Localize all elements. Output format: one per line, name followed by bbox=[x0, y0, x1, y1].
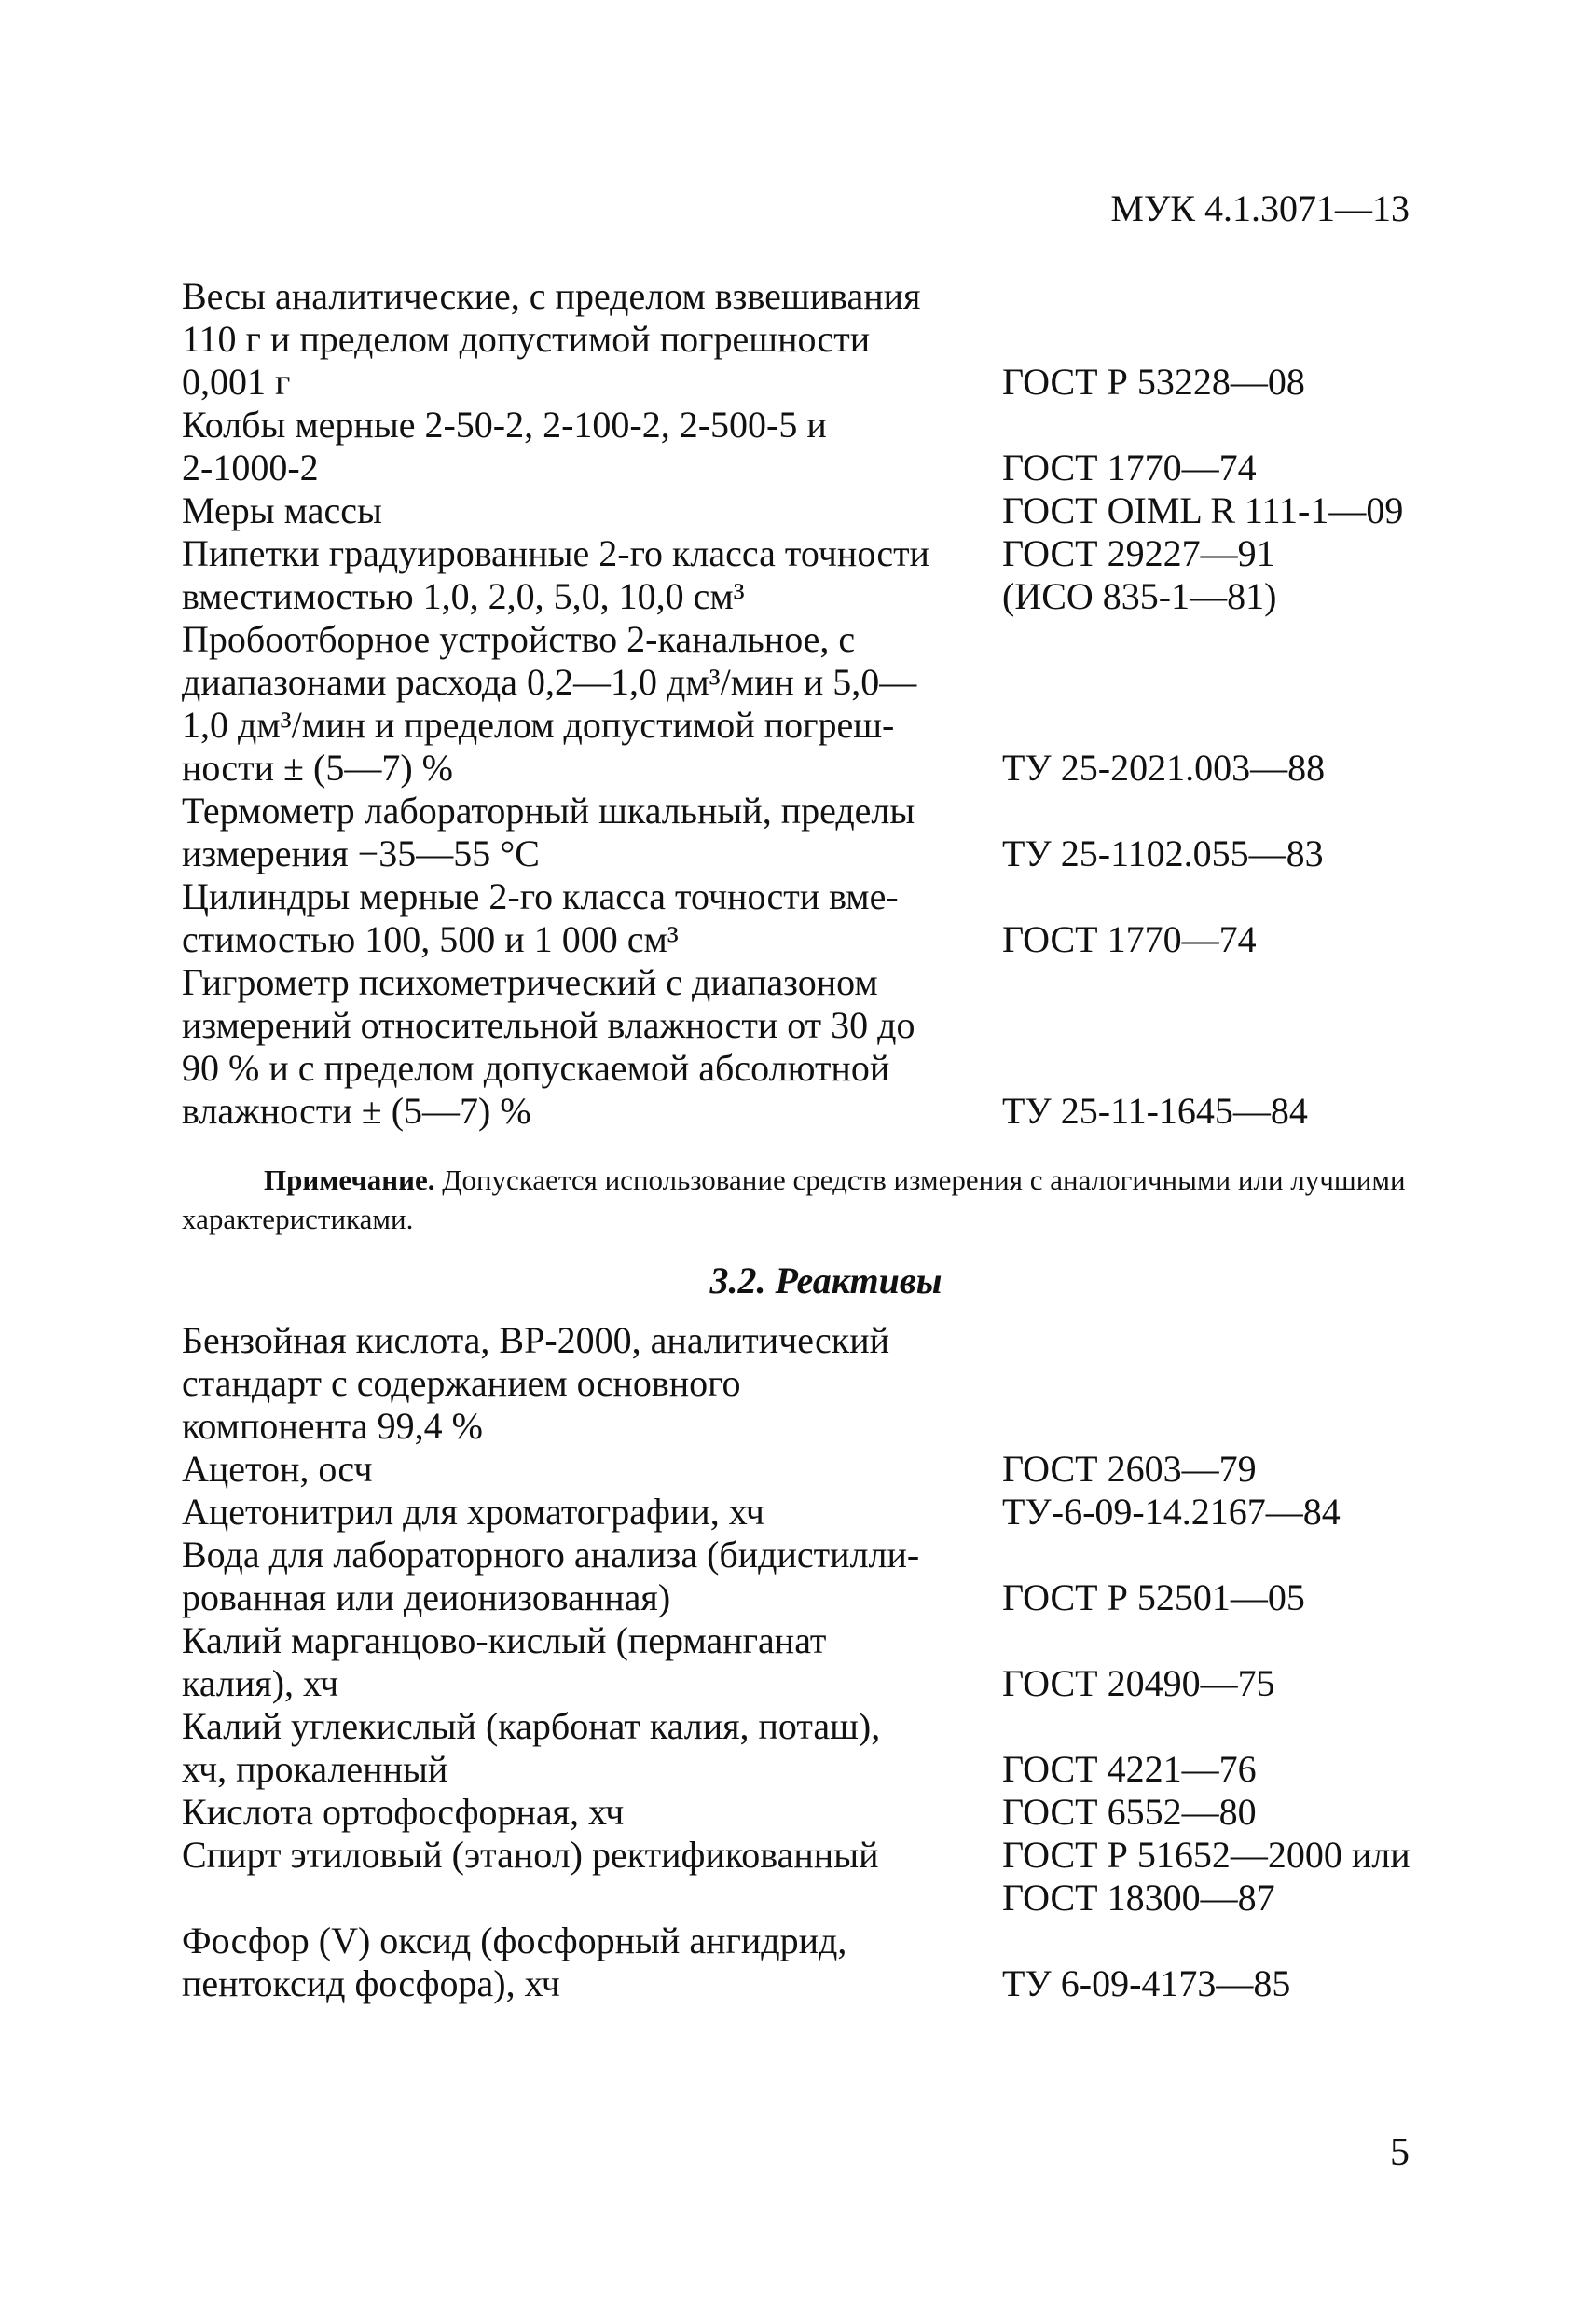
item-name bbox=[182, 404, 1002, 489]
item-standard-line: ТУ 25-1102.055—83 bbox=[1002, 833, 1324, 874]
item-name bbox=[182, 618, 1002, 790]
note-label: Примечание. bbox=[264, 1163, 435, 1196]
reagent-item bbox=[182, 1705, 1468, 1791]
item-standard bbox=[1002, 1448, 1468, 1491]
item-standard-line: ГОСТ 1770—74 bbox=[1002, 918, 1257, 960]
item-standard-line: ТУ 25-11-1645—84 bbox=[1002, 1090, 1308, 1132]
item-name-line: 2-1000-2 bbox=[182, 447, 319, 489]
item-name-line: Весы аналитические, с пределом взвешивания bbox=[182, 275, 921, 317]
item-name-line: Колбы мерные 2-50-2, 2-100-2, 2-500-5 и bbox=[182, 404, 827, 446]
equipment-item bbox=[182, 404, 1468, 489]
reagents-list bbox=[182, 1319, 1468, 2005]
note-paragraph bbox=[182, 1161, 1422, 1239]
item-standard bbox=[1002, 447, 1468, 489]
item-name-line: Калий марганцово-кислый (перманганат bbox=[182, 1619, 827, 1661]
item-standard-line: ТУ 25-2021.003—88 bbox=[1002, 747, 1326, 789]
item-name-line: Ацетонитрил для хроматографии, хч bbox=[182, 1491, 764, 1533]
item-name-line: хч, прокаленный bbox=[182, 1748, 448, 1790]
document-code: МУК 4.1.3071—13 bbox=[1110, 187, 1410, 229]
equipment-item bbox=[182, 618, 1468, 790]
item-name-line: Ацетон, осч bbox=[182, 1448, 373, 1490]
equipment-item bbox=[182, 790, 1468, 875]
item-name bbox=[182, 1791, 1002, 1834]
item-standard bbox=[1002, 1834, 1468, 1920]
item-name-line: Пипетки градуированные 2-го класса точности bbox=[182, 532, 929, 574]
item-standard bbox=[1002, 489, 1468, 532]
item-standard-line: ГОСТ 20490—75 bbox=[1002, 1662, 1275, 1704]
item-standard bbox=[1002, 1662, 1468, 1705]
reagent-item bbox=[182, 1920, 1468, 2005]
reagent-item bbox=[182, 1448, 1468, 1491]
item-name-line: измерения −35—55 °С bbox=[182, 833, 540, 874]
item-standard-line: ГОСТ Р 52501—05 bbox=[1002, 1576, 1305, 1618]
item-standard-line: ГОСТ OIML R 111-1—09 bbox=[1002, 489, 1404, 531]
item-standard-line: ГОСТ Р 53228—08 bbox=[1002, 361, 1305, 403]
item-standard bbox=[1002, 833, 1468, 875]
item-standard-line: ГОСТ 1770—74 bbox=[1002, 447, 1257, 489]
item-name bbox=[182, 1834, 1002, 1920]
item-name-line: Вода для лабораторного анализа (бидистилли- bbox=[182, 1534, 920, 1576]
item-standard-line: ГОСТ Р 51652—2000 или bbox=[1002, 1834, 1410, 1876]
item-name-line: 110 г и пределом допустимой погрешности bbox=[182, 318, 871, 360]
item-name-line: стимостью 100, 500 и 1 000 см³ bbox=[182, 918, 679, 960]
item-name-line: Спирт этиловый (этанол) ректификованный bbox=[182, 1834, 879, 1876]
item-name-line: Меры массы bbox=[182, 489, 382, 531]
item-name-line: измерений относительной влажности от 30 до bbox=[182, 1004, 915, 1046]
equipment-item bbox=[182, 275, 1468, 404]
item-name-line: компонента 99,4 % bbox=[182, 1405, 483, 1447]
item-name bbox=[182, 275, 1002, 404]
reagent-item bbox=[182, 1534, 1468, 1619]
item-standard bbox=[1002, 747, 1468, 790]
item-standard-line: ТУ 6-09-4173—85 bbox=[1002, 1962, 1291, 2004]
item-standard bbox=[1002, 1090, 1468, 1133]
item-name-line: вместимостью 1,0, 2,0, 5,0, 10,0 см³ bbox=[182, 575, 745, 617]
item-name-line: Кислота ортофосфорная, хч bbox=[182, 1791, 625, 1833]
equipment-item bbox=[182, 532, 1468, 618]
reagent-item bbox=[182, 1619, 1468, 1705]
item-name-line: Гигрометр психометрический с диапазоном bbox=[182, 961, 878, 1003]
equipment-item bbox=[182, 875, 1468, 961]
item-name bbox=[182, 790, 1002, 875]
item-standard bbox=[1002, 1491, 1468, 1534]
item-standard bbox=[1002, 1962, 1468, 2005]
item-standard bbox=[1002, 1791, 1468, 1834]
item-name bbox=[182, 1705, 1002, 1791]
item-standard bbox=[1002, 532, 1468, 618]
item-name-line: 1,0 дм³/мин и пределом допустимой погреш- bbox=[182, 704, 895, 746]
item-name-line: Цилиндры мерные 2-го класса точности вме- bbox=[182, 875, 899, 917]
item-name-line: Термометр лабораторный шкальный, пределы bbox=[182, 790, 915, 832]
item-name-line: Пробоотборное устройство 2-канальное, с bbox=[182, 618, 856, 660]
item-standard bbox=[1002, 1576, 1468, 1619]
item-name-line: Бензойная кислота, ВР-2000, аналитический bbox=[182, 1319, 890, 1361]
equipment-item bbox=[182, 489, 1468, 532]
item-standard-line: ГОСТ 4221—76 bbox=[1002, 1748, 1257, 1790]
item-standard bbox=[1002, 361, 1468, 404]
item-name-line: калия), хч bbox=[182, 1662, 339, 1704]
item-name-line: Калий углекислый (карбонат калия, поташ), bbox=[182, 1705, 881, 1747]
item-standard-line: ТУ-6-09-14.2167—84 bbox=[1002, 1491, 1341, 1533]
equipment-item bbox=[182, 961, 1468, 1133]
equipment-list bbox=[182, 275, 1468, 1133]
item-name bbox=[182, 1619, 1002, 1705]
reagent-item bbox=[182, 1319, 1468, 1448]
item-name-line: пентоксид фосфора), хч bbox=[182, 1962, 560, 2004]
item-standard-line: ГОСТ 29227—91 bbox=[1002, 532, 1275, 574]
item-name-line: 0,001 г bbox=[182, 361, 291, 403]
item-name bbox=[182, 875, 1002, 961]
section-title: 3.2. Реактивы bbox=[709, 1259, 942, 1301]
item-name-line: стандарт с содержанием основного bbox=[182, 1362, 741, 1404]
item-name-line: рованная или деионизованная) bbox=[182, 1576, 671, 1618]
item-name-line: Фосфор (V) оксид (фосфорный ангидрид, bbox=[182, 1920, 847, 1961]
item-name bbox=[182, 1534, 1002, 1619]
page-number: 5 bbox=[1390, 2131, 1410, 2174]
item-standard-line: ГОСТ 18300—87 bbox=[1002, 1877, 1275, 1919]
item-name-line bbox=[182, 1877, 1002, 1920]
item-standard-line: ГОСТ 2603—79 bbox=[1002, 1448, 1257, 1490]
item-name-line: ности ± (5—7) % bbox=[182, 747, 453, 789]
item-name bbox=[182, 961, 1002, 1133]
item-name-line: 90 % и с пределом допускаемой абсолютной bbox=[182, 1047, 890, 1089]
item-name bbox=[182, 1491, 1002, 1534]
item-name bbox=[182, 532, 1002, 618]
reagent-item bbox=[182, 1791, 1468, 1834]
item-standard bbox=[1002, 1748, 1468, 1791]
item-name bbox=[182, 1319, 1002, 1448]
item-standard bbox=[1002, 918, 1468, 961]
item-name bbox=[182, 1448, 1002, 1491]
item-standard-line: ГОСТ 6552—80 bbox=[1002, 1791, 1257, 1833]
item-name-line: диапазонами расхода 0,2—1,0 дм³/мин и 5,0— bbox=[182, 661, 917, 703]
item-name bbox=[182, 489, 1002, 532]
item-name-line: влажности ± (5—7) % bbox=[182, 1090, 531, 1132]
reagent-item bbox=[182, 1491, 1468, 1534]
note-text: Допускается использование средств измерения с аналогичными или лучшими характеристиками. bbox=[182, 1163, 1406, 1235]
item-name bbox=[182, 1920, 1002, 2005]
reagent-item bbox=[182, 1834, 1468, 1920]
item-standard-line: (ИСО 835-1—81) bbox=[1002, 575, 1277, 617]
